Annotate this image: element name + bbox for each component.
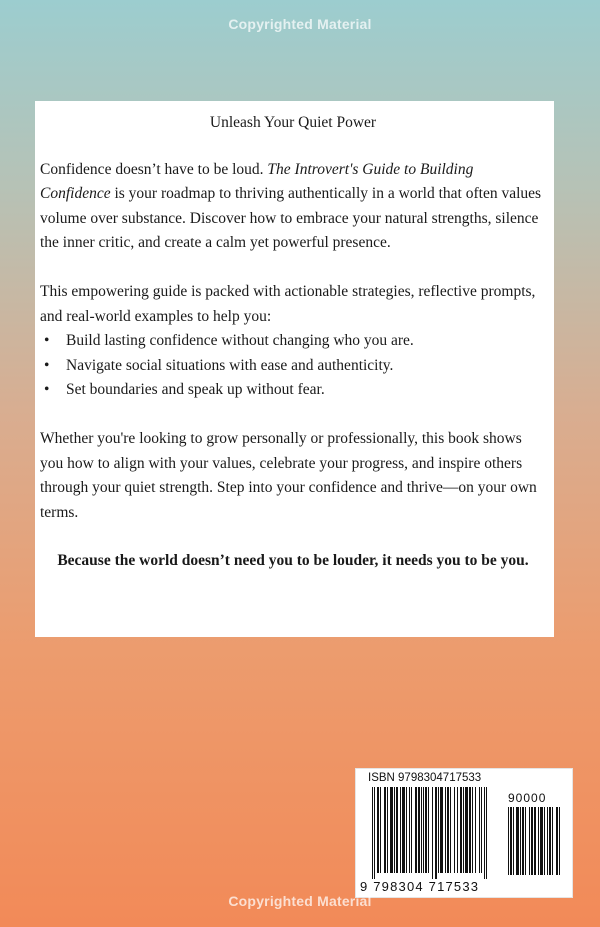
copyright-watermark-bottom: Copyrighted Material — [228, 893, 372, 909]
barcode-bar — [409, 787, 410, 873]
barcode-bar — [411, 787, 412, 873]
intro-paragraph — [40, 158, 546, 256]
barcode-bar — [534, 807, 536, 875]
barcode-bar — [457, 787, 458, 873]
barcode-bar — [428, 787, 429, 873]
barcode-bar — [529, 807, 530, 875]
barcode-bar — [486, 787, 487, 879]
price-addon-barcode-bars — [508, 807, 564, 877]
barcode-bar — [544, 807, 545, 875]
barcode-bar — [559, 807, 560, 875]
barcode-bar — [538, 807, 539, 875]
body-paragraph: Whether you're looking to grow personally or professionally, this book shows you how to align with your values, celebrate your progress, and inspire others through your quiet strength. Step into your confidence and thrive—on your own terms. — [40, 429, 537, 521]
barcode-bar — [525, 807, 526, 875]
closing-statement: Because the world doesn’t need you to be louder, it needs you to be you. — [57, 552, 529, 570]
barcode-bar — [432, 787, 433, 879]
barcode-bar — [556, 807, 558, 875]
benefit-item: • Navigate social situations with ease and authenticity. — [40, 354, 546, 379]
barcode-bar — [522, 807, 524, 875]
barcode-bar — [372, 787, 373, 879]
lead-paragraph: This empowering guide is packed with actionable strategies, reflective prompts, and real-world examples to help you: — [40, 282, 536, 325]
barcode-bar — [387, 787, 388, 873]
barcode-bar — [463, 787, 464, 873]
barcode-bar — [418, 787, 420, 873]
barcode-bar — [531, 807, 533, 875]
barcode-bar — [475, 787, 476, 873]
barcode-bar — [510, 807, 512, 875]
barcode-bar — [377, 787, 379, 873]
isbn-barcode — [355, 768, 573, 898]
barcode-bar — [513, 807, 514, 875]
benefits-list — [40, 329, 546, 403]
isbn-label: ISBN 9798304717533 — [368, 772, 482, 784]
barcode-bar — [549, 807, 551, 875]
barcode-bar — [384, 787, 386, 873]
blurb-heading: Unleash Your Quiet Power — [209, 114, 377, 131]
back-cover-text-panel — [35, 101, 554, 637]
barcode-bar — [460, 787, 462, 873]
barcode-bar — [396, 787, 398, 873]
barcode-bar — [479, 787, 480, 873]
barcode-bar — [390, 787, 393, 873]
book-title-italic: The Introvert's Guide to Building Confidence — [40, 160, 474, 203]
barcode-bar — [415, 787, 417, 873]
copyright-watermark-top: Copyrighted Material — [228, 16, 372, 32]
barcode-bar — [423, 787, 424, 873]
barcode-bar — [540, 807, 543, 875]
barcode-bar — [516, 807, 519, 875]
barcode-bar — [508, 807, 509, 875]
price-code: 90000 — [508, 791, 547, 805]
barcode-bar — [402, 787, 405, 873]
barcode-bar — [394, 787, 395, 873]
barcode-bar — [400, 787, 401, 873]
barcode-bar — [445, 787, 446, 873]
barcode-bar — [552, 807, 553, 875]
barcode-bar — [421, 787, 422, 873]
barcode-bar — [450, 787, 451, 873]
barcode-bar — [425, 787, 427, 873]
barcode-bar — [454, 787, 455, 873]
barcode-bar — [469, 787, 471, 873]
benefit-item: • Build lasting confidence without changing who you are. — [40, 329, 546, 354]
barcode-bar — [472, 787, 473, 873]
barcode-bar — [374, 787, 375, 879]
barcode-bar — [481, 787, 482, 873]
barcode-bar — [484, 787, 485, 879]
barcode-bar — [380, 787, 381, 873]
intro-part-2: is your roadmap to thriving authentically in a world that often values volume over substance. Discover how to embrace your natural strengths, silence the inner critic, and create a calm yet powerful presence. — [40, 185, 542, 252]
barcode-bar — [440, 787, 443, 873]
barcode-bar — [447, 787, 449, 873]
barcode-bar — [520, 807, 521, 875]
benefit-item: • Set boundaries and speak up without fear. — [40, 378, 546, 403]
ean13-barcode-bars — [372, 787, 498, 881]
barcode-bar — [438, 787, 439, 873]
barcode-digits: 9 798304 717533 — [360, 879, 480, 894]
intro-part-1: Confidence doesn’t have to be loud. — [40, 160, 268, 178]
barcode-bar — [547, 807, 548, 875]
barcode-bar — [465, 787, 468, 873]
barcode-bar — [406, 787, 407, 873]
barcode-bar — [435, 787, 437, 879]
